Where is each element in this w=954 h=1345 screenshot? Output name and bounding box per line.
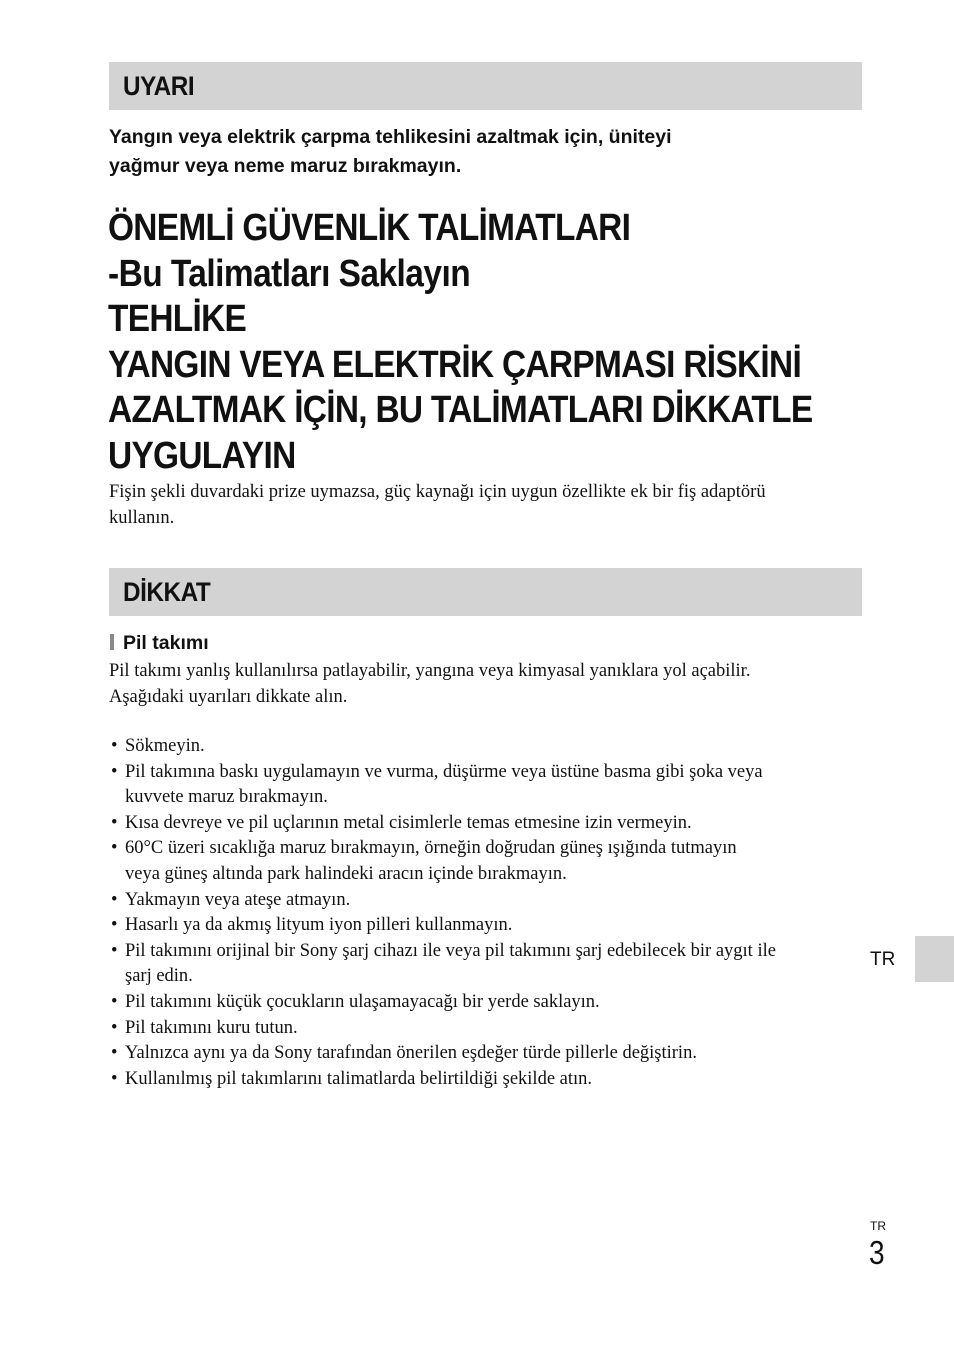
plug-adapter-note bbox=[109, 479, 869, 531]
list-item bbox=[111, 939, 871, 990]
list-item-text: Pil takımını kuru tutun. bbox=[125, 1017, 298, 1038]
bullet-icon: • bbox=[111, 1017, 118, 1038]
list-item bbox=[111, 990, 871, 1016]
bullet-icon: • bbox=[111, 838, 118, 859]
safety-heading-line: ÖNEMLİ GÜVENLİK TALİMATLARI bbox=[108, 207, 631, 249]
warning-text-line: yağmur veya neme maruz bırakmayın. bbox=[109, 155, 462, 177]
bullet-icon: • bbox=[111, 889, 118, 910]
warning-text-line: Yangın veya elektrik çarpma tehlikesini azaltmak için, üniteyi bbox=[109, 126, 672, 148]
list-item-text: Hasarlı ya da akmış lityum iyon pilleri kullanmayın. bbox=[125, 915, 513, 936]
section-marker-icon bbox=[110, 634, 114, 650]
bullet-icon: • bbox=[111, 1068, 118, 1089]
battery-pack-subheading-text: Pil takımı bbox=[123, 632, 209, 654]
battery-precautions-list bbox=[111, 734, 871, 1092]
side-tab-language-label: TR bbox=[870, 949, 896, 970]
bullet-icon: • bbox=[111, 761, 118, 782]
safety-heading-line: TEHLİKE bbox=[108, 298, 247, 340]
battery-intro-line: Aşağıdaki uyarıları dikkate alın. bbox=[109, 687, 348, 707]
list-item bbox=[111, 913, 871, 939]
bullet-icon: • bbox=[111, 915, 118, 936]
list-item-text: Pil takımını orijinal bir Sony şarj cihazı ile veya pil takımını şarj edebilecek bir aygıt ile bbox=[125, 940, 776, 961]
bullet-icon: • bbox=[111, 736, 118, 756]
list-item-text: Yalnızca aynı ya da Sony tarafından önerilen eşdeğer türde pillerle değiştirin. bbox=[125, 1043, 697, 1064]
list-item-text-continued: veya güneş altında park halindeki aracın içinde bırakmayın. bbox=[125, 863, 567, 884]
battery-pack-subheading bbox=[110, 630, 209, 656]
list-item-text-continued: şarj edin. bbox=[125, 966, 193, 987]
language-side-tab bbox=[915, 936, 954, 982]
safety-heading-line: -Bu Talimatları Saklayın bbox=[108, 252, 471, 295]
list-item-text: Sökmeyin. bbox=[125, 736, 205, 756]
warning-header-bar bbox=[109, 62, 862, 110]
battery-intro-line: Pil takımı yanlış kullanılırsa patlayabilir, yangına veya kimyasal yanıklara yol açabilir. bbox=[109, 661, 751, 681]
bullet-icon: • bbox=[111, 991, 118, 1012]
list-item bbox=[111, 836, 871, 887]
list-item bbox=[111, 1041, 871, 1067]
list-item-text: Kısa devreye ve pil uçlarının metal cisimlerle temas etmesine izin vermeyin. bbox=[125, 812, 692, 833]
warning-title: UYARI bbox=[123, 71, 195, 101]
list-item bbox=[111, 811, 871, 837]
list-item-text: Yakmayın veya ateşe atmayın. bbox=[125, 889, 351, 910]
list-item-text: Kullanılmış pil takımlarını talimatlarda belirtildiği şekilde atın. bbox=[125, 1068, 593, 1089]
warning-text bbox=[109, 123, 869, 181]
bullet-icon: • bbox=[111, 940, 118, 961]
list-item bbox=[111, 888, 871, 914]
safety-heading-line: UYGULAYIN bbox=[108, 434, 296, 477]
safety-heading-line: YANGIN VEYA ELEKTRİK ÇARPMASI RİSKİNİ bbox=[108, 343, 802, 386]
list-item bbox=[111, 1016, 871, 1042]
plug-note-line: Fişin şekli duvardaki prize uymazsa, güç kaynağı için uygun özellikte ek bir fiş adaptörü bbox=[109, 482, 766, 502]
bullet-icon: • bbox=[111, 812, 118, 833]
safety-heading bbox=[108, 206, 812, 479]
list-item-text: 60°C üzeri sıcaklığa maruz bırakmayın, örneğin doğrudan güneş ışığında tutmayın bbox=[125, 838, 737, 859]
list-item-text: Pil takımına baskı uygulamayın ve vurma, düşürme veya üstüne basma gibi şoka veya bbox=[125, 761, 763, 782]
battery-pack-intro bbox=[109, 658, 869, 710]
footer-language-label: TR bbox=[870, 1219, 886, 1233]
list-item bbox=[111, 734, 871, 760]
list-item-text-continued: kuvvete maruz bırakmayın. bbox=[125, 787, 328, 808]
list-item-text: Pil takımını küçük çocukların ulaşamayacağı bir yerde saklayın. bbox=[125, 991, 600, 1012]
list-item bbox=[111, 760, 871, 811]
page-number: 3 bbox=[869, 1234, 885, 1271]
caution-header-bar bbox=[109, 568, 862, 616]
caution-title: DİKKAT bbox=[123, 577, 211, 607]
list-item bbox=[111, 1067, 871, 1093]
safety-heading-line: AZALTMAK İÇİN, BU TALİMATLARI DİKKATLE bbox=[108, 389, 813, 431]
bullet-icon: • bbox=[111, 1043, 118, 1064]
plug-note-line: kullanın. bbox=[109, 508, 175, 528]
